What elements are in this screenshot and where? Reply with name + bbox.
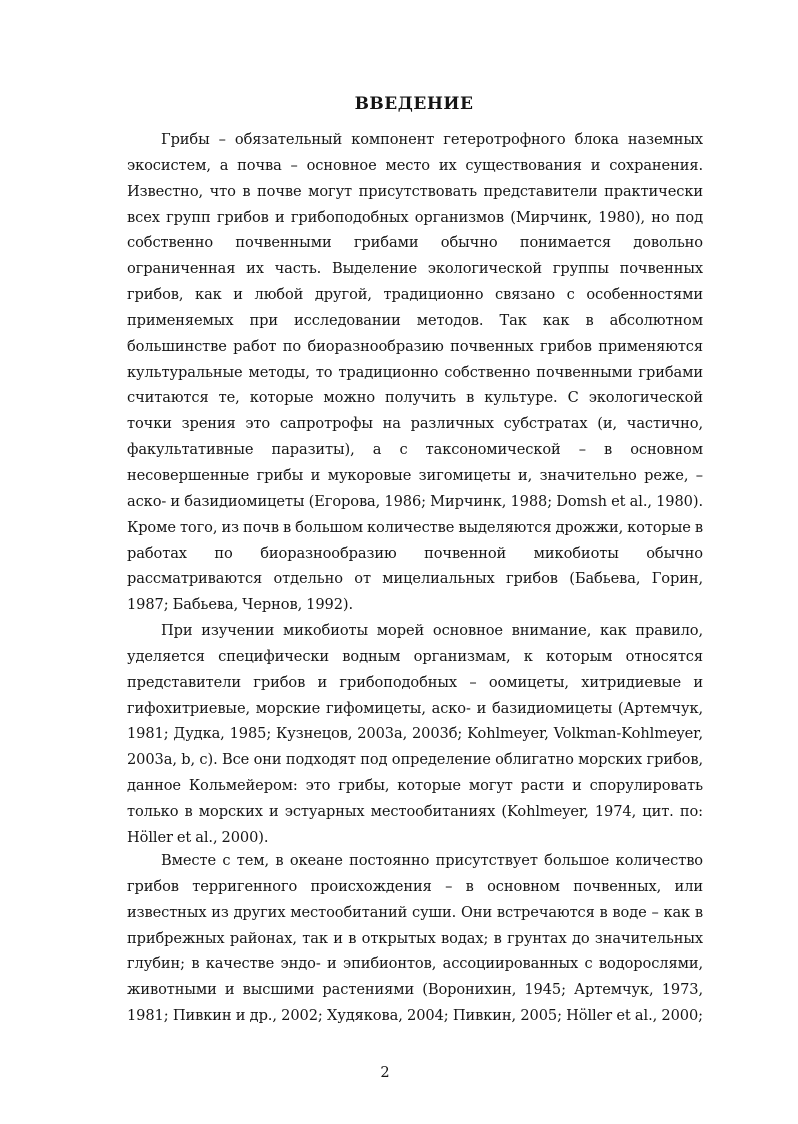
paragraph-2: При изучении микобиоты морей основное внимание, как правило, уделяется специфически водным организмам, к которым относятся представители грибов и грибоподобных – оомицеты, хитридиевые и гифохитриевые, морские гифомицеты, аско- и базидиомицеты (Артемчук, 1981; Дудка, 1985; Кузнецов, 2003а, 2003б; Kohlmeyer, Volkman-Kohlmeyer, 2003а, b, c). Все они подходят под определение облигатно морских грибов, данное Кольмейером: это грибы, которые могут расти и спорулировать только в морских и эстуарных местообитаниях (Kohlmeyer, 1974, цит. по: Höller et al., 2000). — [127, 622, 703, 846]
paragraph-1: Грибы – обязательный компонент гетеротрофного блока наземных экосистем, а почва – основное место их существования и сохранения. Известно, что в почве могут присутствовать представители практически всех групп грибов и грибоподобных организмов (Мирчинк, 1980), но под собственно почвенными грибами обычно понимается довольно ограниченная их часть. Выделение экологической группы почвенных грибов, как и любой другой, традиционно связано с особенностями применяемых при исследовании методов. Так как в абсолютном большинстве работ по биоразнообразию почвенных грибов применяются культуральные методы, то традиционно собственно почвенными грибами считаются те, которые можно получить в культуре. С экологической точки зрения это сапротрофы на различных субстратах (и, частично, факультативные паразиты), а с таксономической – в основном несовершенные грибы и мукоровые зигомицеты и, значительно реже, – аско- и базидиомицеты (Егорова, 1986; Мирчинк, 1988; Domsh et al., 1980). Кроме того, из почв в большом количестве выделяются дрожжи, которые в работах по биоразнообразию почвенной микобиоты обычно рассматриваются отдельно от мицелиальных грибов (Бабьева, Горин, 1987; Бабьева, Чернов, 1992). — [127, 131, 703, 614]
paragraph-3: Вместе с тем, в океане постоянно присутствует большое количество грибов терригенного происхождения – в основном почвенных, или известных из других местообитаний суши. Они встречаются в воде – как в прибрежных районах, так и в открытых водах; в грунтах до значительных глубин; в качестве эндо- и эпибионтов, ассоциированных с водорослями, животными и высшими растениями (Воронихин, 1945; Артемчук, 1973, 1981; Пивкин и др., 2002; Худякова, 2004; Пивкин, 2005; Höller et al., 2000; — [127, 852, 703, 1025]
page-title: ВВЕДЕНИЕ — [354, 94, 474, 114]
page-number: 2 — [380, 1064, 390, 1081]
